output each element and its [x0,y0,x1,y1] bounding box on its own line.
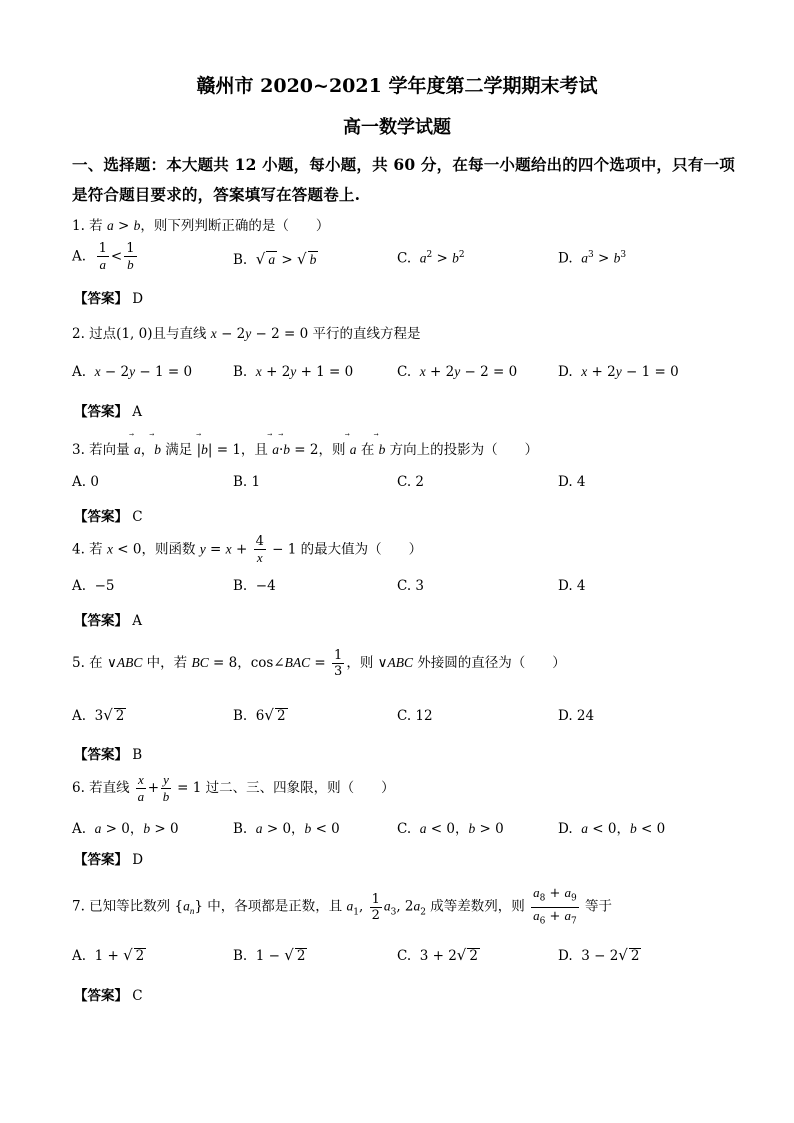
section-heading-line1: 一、选择题：本大题共 12 小题，每小题，共 60 分，在每一小题给出的四个选项中，只有一项 [72,155,735,174]
q7-answer: 【答案】 C [74,988,143,1004]
q1-option-d: D. $a^3 > b^3$ [558,250,627,267]
q4-option-b: B. −4 [233,578,276,594]
q5-option-c: C. 12 [397,708,433,724]
q6-option-b: B. a > 0，b < 0 [233,821,340,837]
q3-option-c: C. 2 [397,474,425,490]
question-2: 2. 过点(1, 0)且与直线 x − 2y − 2 = 0 平行的直线方程是 [72,326,421,342]
q2-answer: 【答案】 A [74,404,143,420]
q7-option-a: A. 1 + √ 2 [72,946,145,964]
question-5: 5. 在 ∨ABC 中，若 BC = 8，cos∠BAC = $\frac{1}{3}$ ，则 ∨ABC 外接圆的直径为（ ） [72,648,566,679]
question-7: 7. 已知等比数列 $\{a_n\}$ 中，各项都是正数，且 $a_1$, $\frac{1}{2}$ $a_3$, $2a_2$ 成等差数列，则 $\frac{a_8 + a_9}{a_6 + a_7}$ 等于 [72,885,613,927]
q3-option-b: B. 1 [233,474,261,490]
q3-answer: 【答案】 C [74,509,143,525]
q4-option-a: A. −5 [72,578,115,594]
q6-option-a: A. a > 0，b > 0 [72,821,179,837]
exam-subtitle: 高一数学试题 [343,117,451,138]
q2-option-b: B. x + 2y + 1 = 0 [233,364,354,380]
q5-answer: 【答案】 B [74,747,143,763]
q7-option-d: D. 3 − 2√ 2 [558,946,640,964]
q6-option-d: D. a < 0，b < 0 [558,821,666,837]
question-3: 3. 若向量 ⃗ a，⃗ b 满足 |⃗ b| = 1，且 ⃗ a·⃗ b = 2，则 ⃗ a 在 ⃗ b 方向上的投影为（ ） [72,438,538,458]
q2-option-d: D. x + 2y − 1 = 0 [558,364,679,380]
q6-answer: 【答案】 D [74,852,144,868]
q3-option-a: A. 0 [72,474,99,490]
q7-option-c: C. 3 + 2√ 2 [397,946,478,964]
q1-option-a: A. $\frac{1}{a}$ < $\frac{1}{b}$ [72,241,135,272]
q4-option-d: D. 4 [558,578,586,594]
q1-option-c: C. $a^2 > b^2$ [397,250,465,267]
q3-option-d: D. 4 [558,474,586,490]
q4-option-c: C. 3 [397,578,425,594]
question-4: 4. 若 x < 0，则函数 y = x + $\frac{4}{x}$ − 1 的最大值为（ ） [72,534,423,565]
q2-option-a: A. x − 2y − 1 = 0 [72,364,193,380]
question-1: 1. 若 a > b，则下列判断正确的是（ ） [72,218,330,234]
q2-option-c: C. x + 2y − 2 = 0 [397,364,518,380]
q6-option-c: C. a < 0，b > 0 [397,821,504,837]
question-6: 6. 若直线 $\frac{x}{a}$ + $\frac{y}{b}$ = 1 过二、三、四象限，则（ ） [72,772,395,804]
q1-answer: 【答案】 D [74,291,144,307]
q5-option-a: A. 3√ 2 [72,706,125,724]
exam-title: 赣州市 2020~2021 学年度第二学期期末考试 [196,75,598,97]
q5-option-d: D. 24 [558,708,595,724]
section-heading-line2: 是符合题目要求的，答案填写在答题卷上. [72,185,361,204]
q5-option-b: B. 6√ 2 [233,706,286,724]
q4-answer: 【答案】 A [74,613,143,629]
q7-option-b: B. 1 − √ 2 [233,946,306,964]
q1-option-b: B. √ a > √ b [233,250,317,268]
